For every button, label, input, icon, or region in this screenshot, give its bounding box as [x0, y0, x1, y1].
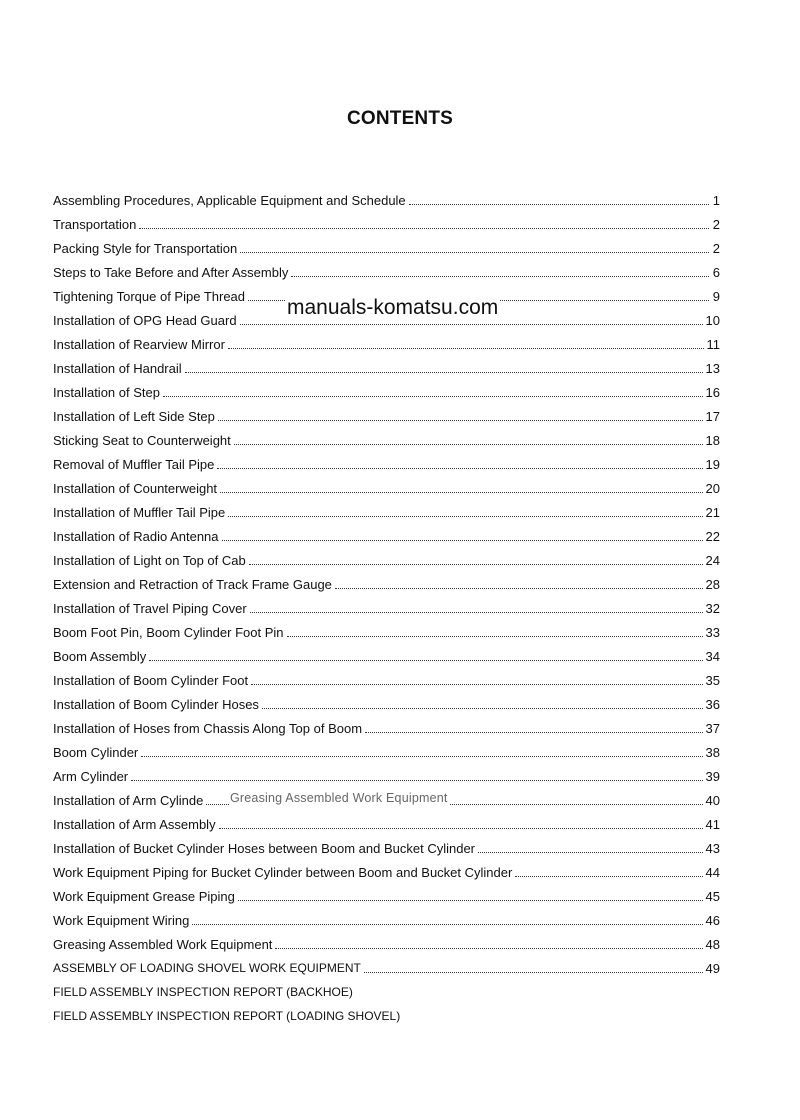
dot-leader: [240, 324, 703, 325]
toc-entry-page: 34: [705, 648, 720, 664]
dot-leader: [139, 228, 709, 229]
toc-entry-title: FIELD ASSEMBLY INSPECTION REPORT (BACKHOE): [53, 985, 353, 999]
toc-entry-page: 24: [705, 552, 720, 568]
toc-entry[interactable]: [53, 332, 720, 356]
toc-entry-title: Installation of OPG Head Guard: [53, 312, 237, 328]
dot-leader: [131, 780, 702, 781]
toc-entry[interactable]: [53, 644, 720, 668]
toc-entry-title: Installation of Counterweight: [53, 480, 218, 496]
toc-entry-title: Sticking Seat to Counterweight: [53, 432, 231, 448]
toc-entry-page: 13: [705, 360, 720, 376]
dot-leader: [365, 732, 703, 733]
toc-entry-title: Work Equipment Wiring: [53, 912, 190, 928]
toc-entry-title: Tightening Torque of Pipe Thread: [53, 288, 246, 304]
toc-entry-title: Installation of Boom Cylinder Hoses: [53, 696, 259, 712]
toc-entry-page: 48: [705, 936, 720, 952]
toc-entry-title: Transportation: [53, 216, 137, 232]
toc-entry-title: Installation of Light on Top of Cab: [53, 552, 246, 568]
toc-entry-page: 35: [705, 672, 720, 688]
dot-leader: [364, 972, 703, 973]
dot-leader: [291, 276, 709, 277]
toc-entry[interactable]: [53, 212, 720, 236]
toc-entry-page: 2: [712, 240, 720, 256]
dot-leader: [218, 420, 703, 421]
toc-entry[interactable]: [53, 548, 720, 572]
dot-leader: [240, 252, 709, 253]
toc-entry-page: 21: [705, 504, 720, 520]
dot-leader: [478, 852, 703, 853]
dot-leader: [335, 588, 703, 589]
toc-entry-page: 36: [705, 696, 720, 712]
toc-entry[interactable]: [53, 500, 720, 524]
toc-entry-page: 6: [712, 264, 720, 280]
toc-entry-page: 11: [706, 336, 720, 352]
overlapping-text: Greasing Assembled Work Equipment: [230, 791, 448, 805]
toc-entry-title: Boom Foot Pin, Boom Cylinder Foot Pin: [53, 624, 284, 640]
toc-entry-title: Work Equipment Piping for Bucket Cylinder between Boom and Bucket Cylinder: [53, 864, 513, 880]
toc-entry-title: Installation of Radio Antenna: [53, 528, 219, 544]
toc-entry[interactable]: [53, 812, 720, 836]
dot-leader: [219, 828, 703, 829]
toc-entry[interactable]: [53, 524, 720, 548]
toc-entry-page: 39: [705, 768, 720, 784]
toc-entry-title: Installation of Bucket Cylinder Hoses between Boom and Bucket Cylinder: [53, 840, 475, 856]
toc-entry[interactable]: [53, 692, 720, 716]
dot-leader: [287, 636, 703, 637]
toc-entry-title: Work Equipment Grease Piping: [53, 888, 235, 904]
toc-entry-title: Extension and Retraction of Track Frame Gauge: [53, 576, 332, 592]
toc-entry[interactable]: [53, 836, 720, 860]
toc-entry[interactable]: [53, 260, 720, 284]
toc-entry-page: 43: [705, 840, 720, 856]
dot-leader: [141, 756, 702, 757]
toc-entry-title: FIELD ASSEMBLY INSPECTION REPORT (LOADING SHOVEL): [53, 1009, 401, 1023]
toc-entry[interactable]: [53, 596, 720, 620]
toc-entry-title: Arm Cylinder: [53, 768, 129, 784]
dot-leader: [220, 492, 702, 493]
toc-entry-title: Installation of Arm Assembly: [53, 816, 216, 832]
dot-leader: [250, 612, 703, 613]
toc-entry[interactable]: [53, 428, 720, 452]
toc-entry-title: Steps to Take Before and After Assembly: [53, 264, 289, 280]
toc-entry-title: Installation of Boom Cylinder Foot: [53, 672, 249, 688]
toc-entry-title: Removal of Muffler Tail Pipe: [53, 456, 215, 472]
toc-entry-title: Installation of Hoses from Chassis Along Top of Boom: [53, 720, 363, 736]
toc-entry-page: 16: [705, 384, 720, 400]
toc-entry-page: 19: [705, 456, 720, 472]
toc-entry-title: Boom Assembly: [53, 648, 147, 664]
toc-entry[interactable]: [53, 620, 720, 644]
toc-entry-title: ASSEMBLY OF LOADING SHOVEL WORK EQUIPMENT: [53, 961, 361, 975]
dot-leader: [515, 876, 702, 877]
toc-entry[interactable]: [53, 860, 720, 884]
toc-entry-title: Installation of Left Side Step: [53, 408, 215, 424]
toc-entry-page: 2: [712, 216, 720, 232]
toc-entry-page: 41: [705, 816, 720, 832]
toc-entry-page: 44: [705, 864, 720, 880]
toc-entry-title: Packing Style for Transportation: [53, 240, 238, 256]
dot-leader: [217, 468, 702, 469]
dot-leader: [149, 660, 702, 661]
toc-entry[interactable]: [53, 572, 720, 596]
toc-entry-title: Assembling Procedures, Applicable Equipment and Schedule: [53, 192, 406, 208]
dot-leader: [275, 948, 702, 949]
toc-entry-title: Boom Cylinder: [53, 744, 139, 760]
toc-entry[interactable]: [53, 404, 720, 428]
toc-entry[interactable]: [53, 716, 720, 740]
toc-entry-page: 9: [712, 288, 720, 304]
toc-entry[interactable]: [53, 476, 720, 500]
dot-leader: [228, 348, 704, 349]
toc-entry-title: Installation of Arm Cylinde: [53, 792, 204, 808]
toc-entry-page: 17: [705, 408, 720, 424]
toc-entry-page: 22: [705, 528, 720, 544]
toc-entry[interactable]: [53, 788, 720, 812]
toc-entry-page: 38: [705, 744, 720, 760]
toc-entry-page: 49: [705, 960, 720, 976]
toc-entry[interactable]: [53, 980, 720, 1004]
toc-entry[interactable]: [53, 236, 720, 260]
toc-entry[interactable]: [53, 1004, 720, 1028]
toc-entry-page: 37: [705, 720, 720, 736]
toc-entry[interactable]: [53, 932, 720, 956]
dot-leader: [228, 516, 702, 517]
toc-entry-page: 18: [705, 432, 720, 448]
toc-entry-title: Installation of Travel Piping Cover: [53, 600, 247, 616]
dot-leader: [238, 900, 703, 901]
dot-leader: [192, 924, 702, 925]
toc-entry[interactable]: [53, 908, 720, 932]
dot-leader: [185, 372, 703, 373]
toc-entry-title: Installation of Step: [53, 384, 160, 400]
dot-leader: [251, 684, 702, 685]
toc-entry[interactable]: [53, 884, 720, 908]
dot-leader: [249, 564, 703, 565]
toc-entry[interactable]: [53, 188, 720, 212]
toc-entry[interactable]: [53, 380, 720, 404]
toc-entry-title: Installation of Rearview Mirror: [53, 336, 225, 352]
dot-leader: [409, 204, 709, 205]
toc-entry[interactable]: [53, 452, 720, 476]
toc-entry[interactable]: [53, 764, 720, 788]
watermark: manuals-komatsu.com: [287, 296, 499, 319]
toc-entry[interactable]: [53, 956, 720, 980]
toc-entry-page: 40: [705, 792, 720, 808]
page-title: CONTENTS: [346, 108, 454, 129]
toc-entry-page: 10: [705, 312, 720, 328]
dot-leader: [262, 708, 703, 709]
toc-entry-page: 46: [705, 912, 720, 928]
toc-entry-title: Installation of Muffler Tail Pipe: [53, 504, 226, 520]
toc-entry-title: Greasing Assembled Work Equipment: [53, 936, 273, 952]
toc-entry-title: Installation of Handrail: [53, 360, 182, 376]
toc-entry-page: 1: [712, 192, 720, 208]
toc-entry[interactable]: [53, 668, 720, 692]
toc-entry-page: 33: [705, 624, 720, 640]
dot-leader: [222, 540, 703, 541]
toc-entry-page: 45: [705, 888, 720, 904]
toc-entry-page: 28: [705, 576, 720, 592]
toc-entry[interactable]: [53, 740, 720, 764]
toc-entry-page: 20: [705, 480, 720, 496]
toc-entry[interactable]: [53, 356, 720, 380]
dot-leader: [234, 444, 703, 445]
toc-entry-page: 32: [705, 600, 720, 616]
dot-leader: [163, 396, 703, 397]
